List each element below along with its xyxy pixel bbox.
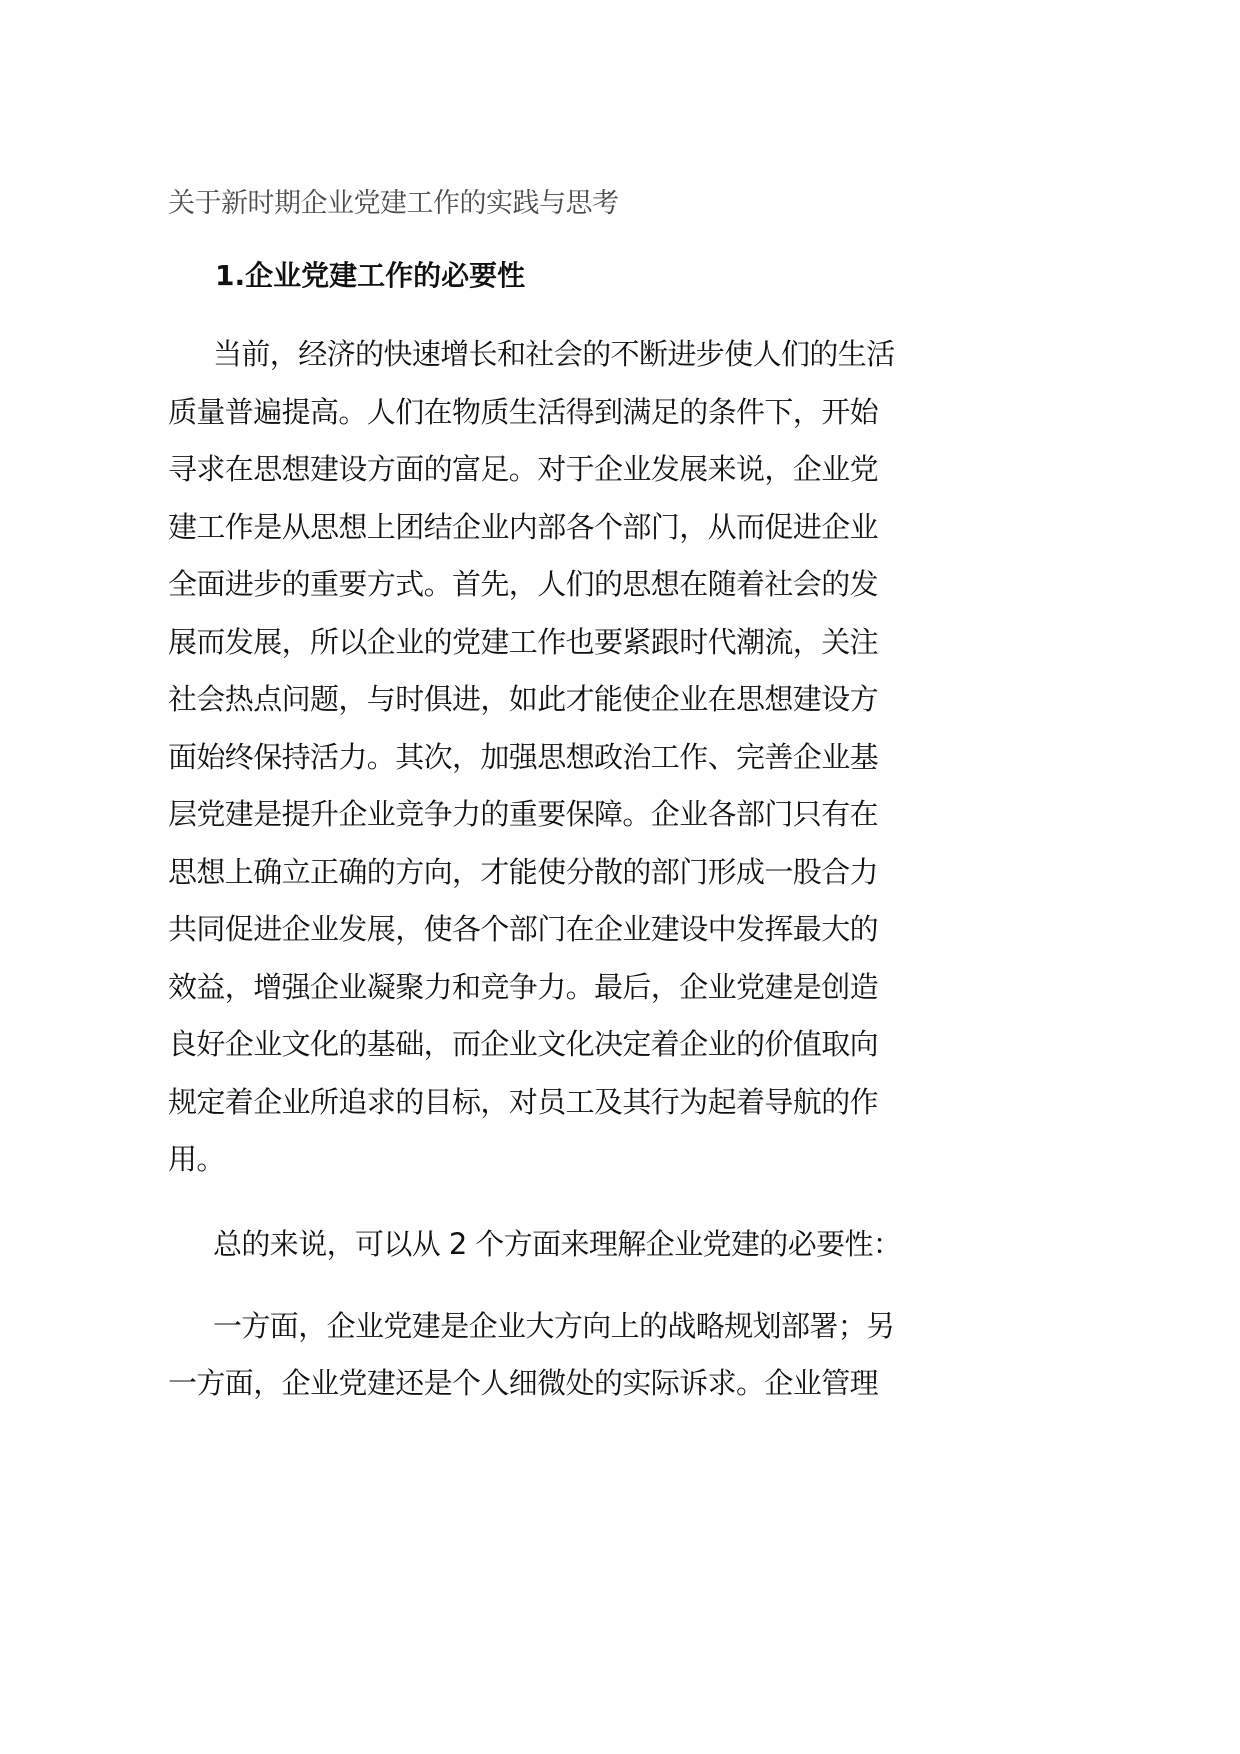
paragraph-line: 社会热点问题，与时俱进，如此才能使企业在思想建设方 (168, 682, 879, 716)
paragraph-line: 规定着企业所追求的目标，对员工及其行为起着导航的作 (168, 1085, 879, 1119)
paragraph-line: 层党建是提升企业竞争力的重要保障。企业各部门只有在 (168, 797, 879, 831)
paragraph-line: 一方面，企业党建是企业大方向上的战略规划部署；另 (213, 1309, 895, 1343)
paragraph-line: 寻求在思想建设方面的富足。对于企业发展来说，企业党 (168, 452, 879, 486)
paragraph-line: 全面进步的重要方式。首先，人们的思想在随着社会的发 (168, 567, 879, 601)
paragraph-line: 思想上确立正确的方向，才能使分散的部门形成一股合力 (168, 855, 879, 889)
paragraph-line: 效益，增强企业凝聚力和竞争力。最后，企业党建是创造 (168, 970, 879, 1004)
paragraph-line: 一方面，企业党建还是个人细微处的实际诉求。企业管理 (168, 1366, 879, 1400)
paragraph-line: 总的来说，可以从 2 个方面来理解企业党建的必要性： (213, 1227, 902, 1261)
paragraph-line: 良好企业文化的基础，而企业文化决定着企业的价值取向 (168, 1027, 879, 1061)
paragraph-line: 展而发展，所以企业的党建工作也要紧跟时代潮流，关注 (168, 625, 879, 659)
document-title: 关于新时期企业党建工作的实践与思考 (168, 188, 619, 219)
section-heading: 1.企业党建工作的必要性 (215, 259, 526, 292)
paragraph-line: 共同促进企业发展，使各个部门在企业建设中发挥最大的 (168, 912, 879, 946)
paragraph-line: 用。 (168, 1142, 225, 1176)
paragraph-line: 面始终保持活力。其次，加强思想政治工作、完善企业基 (168, 740, 879, 774)
paragraph-line: 当前，经济的快速增长和社会的不断进步使人们的生活 (213, 337, 895, 371)
paragraph-line: 质量普遍提高。人们在物质生活得到满足的条件下，开始 (168, 395, 879, 429)
paragraph-line: 建工作是从思想上团结企业内部各个部门，从而促进企业 (168, 510, 879, 544)
